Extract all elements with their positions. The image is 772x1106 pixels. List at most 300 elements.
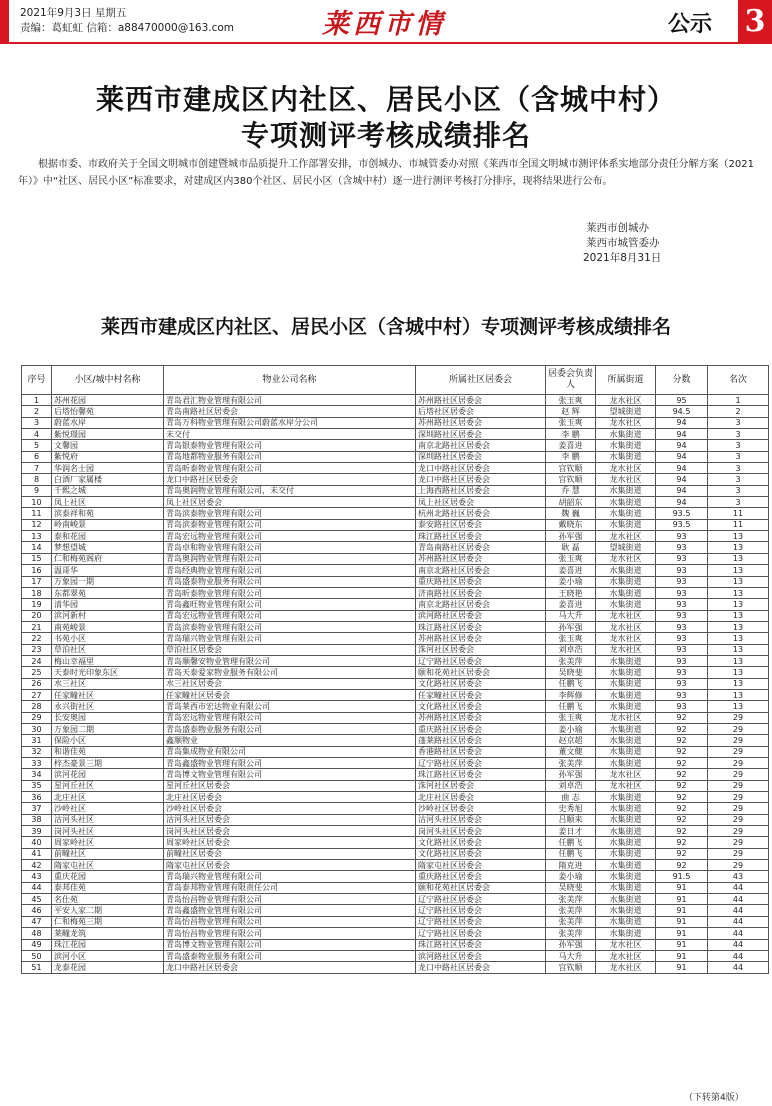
cell-rank: 3 [708,451,769,462]
table-title: 莱西市建成区内社区、居民小区（含城中村）专项测评考核成绩排名 [100,316,671,338]
cell-score: 92 [656,814,708,825]
table-row [22,769,769,780]
cell-name: 珠江花园 [52,939,164,950]
cell-committee: 香港路社区居委会 [416,746,546,757]
cell-company: 青岛万科物业管理有限公司蔚蓝水岸分公司 [164,417,416,428]
cell-score: 91 [656,894,708,905]
cell-company: 青岛宏远物业管理有限公司 [164,531,416,542]
cell-company: 青岛顺馨安物业管理有限公司 [164,655,416,666]
cell-committee: 文化路社区居委会 [416,837,546,848]
table-row [22,916,769,927]
cell-company: 青岛君汇物业管理有限公司 [164,395,416,406]
cell-street: 水集街道 [596,599,656,610]
cell-street: 水集街道 [596,689,656,700]
cell-committee: 辽宁路社区居委会 [416,916,546,927]
col-header-score: 分数 [656,366,708,395]
cell-company: 青岛盛泰物业服务有限公司 [164,576,416,587]
cell-score: 95 [656,395,708,406]
table-row [22,667,769,678]
cell-score: 92 [656,848,708,859]
table-row [22,905,769,916]
cell-no: 26 [22,678,52,689]
cell-no: 10 [22,497,52,508]
cell-score: 93.5 [656,508,708,519]
cell-score: 93 [656,553,708,564]
cell-leader: 孙军强 [546,769,596,780]
cell-score: 93 [656,610,708,621]
cell-score: 92 [656,735,708,746]
cell-score: 91 [656,939,708,950]
table-row [22,553,769,564]
cell-rank: 29 [708,769,769,780]
col-header-rank: 名次 [708,366,769,395]
cell-no: 47 [22,916,52,927]
table-row [22,474,769,485]
cell-rank: 29 [708,814,769,825]
cell-committee: 珠江路社区居委会 [416,769,546,780]
cell-no: 28 [22,701,52,712]
cell-score: 93 [656,655,708,666]
cell-name: 南苑峻景 [52,621,164,632]
cell-rank: 13 [708,587,769,598]
table-row [22,406,769,417]
cell-name: 任家疃社区 [52,689,164,700]
cell-score: 91.5 [656,871,708,882]
cell-leader: 姜小瑜 [546,576,596,587]
cell-committee: 辽宁路社区居委会 [416,655,546,666]
cell-committee: 深圳路社区居委会 [416,451,546,462]
cell-score: 93 [656,599,708,610]
table-row [22,678,769,689]
cell-rank: 44 [708,905,769,916]
cell-leader: 姜喜进 [546,440,596,451]
table-row [22,735,769,746]
cell-leader: 王晓艳 [546,587,596,598]
cell-score: 94 [656,497,708,508]
cell-street: 水集街道 [596,803,656,814]
cell-name: 重庆花园 [52,871,164,882]
cell-street: 水集街道 [596,440,656,451]
cell-committee: 洙河社区居委会 [416,780,546,791]
cell-company: 草泊社区居委会 [164,644,416,655]
cell-street: 水集街道 [596,587,656,598]
cell-score: 93 [656,542,708,553]
cell-score: 94 [656,474,708,485]
table-row [22,950,769,961]
cell-company: 青岛盛泰物业服务有限公司 [164,723,416,734]
cell-score: 92 [656,837,708,848]
cell-rank: 29 [708,723,769,734]
cell-company: 青岛莱西市宏达物业有限公司 [164,701,416,712]
table-row [22,576,769,587]
cell-no: 37 [22,803,52,814]
table-row [22,723,769,734]
issue-date: 2021年9月3日 星期五 [20,7,127,19]
cell-committee: 龙口中路社区居委会 [416,962,546,973]
cell-committee: 深圳路社区居委会 [416,429,546,440]
cell-no: 14 [22,542,52,553]
cell-committee: 辽宁路社区居委会 [416,928,546,939]
cell-rank: 13 [708,576,769,587]
cell-rank: 3 [708,440,769,451]
cell-name: 隋家屯社区 [52,860,164,871]
table-row [22,792,769,803]
cell-rank: 13 [708,667,769,678]
cell-no: 42 [22,860,52,871]
cell-no: 33 [22,758,52,769]
cell-street: 水集街道 [596,497,656,508]
table-row [22,542,769,553]
cell-street: 水集街道 [596,792,656,803]
cell-no: 3 [22,417,52,428]
cell-rank: 29 [708,792,769,803]
cell-leader: 姜日才 [546,826,596,837]
cell-rank: 29 [708,758,769,769]
table-row [22,655,769,666]
cell-committee: 龙口中路社区居委会 [416,474,546,485]
headline-line-2: 专项测评考核成绩排名 [240,119,531,152]
cell-leader: 吴晓斐 [546,882,596,893]
cell-score: 92 [656,723,708,734]
cell-score: 93 [656,633,708,644]
cell-street: 水集街道 [596,894,656,905]
cell-committee: 南京北路社区居委会 [416,565,546,576]
cell-street: 龙水社区 [596,962,656,973]
cell-committee: 文化路社区居委会 [416,848,546,859]
cell-name: 千熙之城 [52,485,164,496]
cell-name: 龙泰花园 [52,962,164,973]
cell-street: 龙水社区 [596,939,656,950]
table-row [22,928,769,939]
cell-leader: 胡韶东 [546,497,596,508]
cell-no: 13 [22,531,52,542]
cell-company: 沽河头社区居委会 [164,814,416,825]
cell-committee: 珠江路社区居委会 [416,939,546,950]
cell-company: 水三社区居委会 [164,678,416,689]
cell-rank: 13 [708,621,769,632]
table-row [22,519,769,530]
cell-leader: 姜喜进 [546,565,596,576]
cell-score: 93 [656,576,708,587]
cell-street: 龙水社区 [596,417,656,428]
cell-no: 44 [22,882,52,893]
cell-name: 温哥华 [52,565,164,576]
cell-leader: 宫钦顺 [546,962,596,973]
table-row [22,689,769,700]
cell-no: 19 [22,599,52,610]
cell-company: 青岛银泰物业管理有限公司 [164,440,416,451]
cell-name: 紫悦府 [52,451,164,462]
cell-no: 48 [22,928,52,939]
cell-name: 万象园一期 [52,576,164,587]
cell-committee: 杭州北路社区居委会 [416,508,546,519]
cell-score: 91 [656,916,708,927]
col-header-leader: 居委会负责人 [546,366,596,395]
cell-no: 11 [22,508,52,519]
col-header-committee: 所属社区居委会 [416,366,546,395]
cell-name: 苏州花园 [52,395,164,406]
cell-score: 94 [656,429,708,440]
cell-leader: 任鹏飞 [546,678,596,689]
cell-no: 27 [22,689,52,700]
cell-rank: 13 [708,678,769,689]
cell-no: 36 [22,792,52,803]
cell-leader: 戴晓东 [546,519,596,530]
cell-rank: 44 [708,928,769,939]
cell-committee: 后塔社区居委会 [416,406,546,417]
cell-company: 青岛盛泰物业服务有限公司 [164,950,416,961]
cell-score: 92 [656,712,708,723]
cell-no: 23 [22,644,52,655]
cell-name: 文馨园 [52,440,164,451]
cell-no: 15 [22,553,52,564]
cell-committee: 沙岭社区居委会 [416,803,546,814]
continue-note: （下转第4版） [684,1093,744,1103]
cell-name: 白酒厂家属楼 [52,474,164,485]
cell-leader: 张玉爽 [546,633,596,644]
cell-leader: 吴晓斐 [546,667,596,678]
cell-leader: 董文健 [546,746,596,757]
cell-committee: 辽宁路社区居委会 [416,905,546,916]
cell-rank: 29 [708,735,769,746]
cell-street: 水集街道 [596,905,656,916]
ranking-table [21,365,769,974]
cell-company: 鑫顺物业 [164,735,416,746]
cell-name: 东都翠苑 [52,587,164,598]
cell-no: 7 [22,463,52,474]
cell-name: 沽河头社区 [52,814,164,825]
cell-rank: 3 [708,429,769,440]
cell-committee: 颐和花苑社区居委会 [416,882,546,893]
cell-street: 水集街道 [596,826,656,837]
cell-rank: 29 [708,803,769,814]
cell-score: 92 [656,746,708,757]
cell-company: 未交付 [164,429,416,440]
cell-leader: 任鹏飞 [546,837,596,848]
signature-org-2: 莱西市城管委办 [586,237,660,249]
cell-company: 青岛瑞兴物业管理有限公司 [164,633,416,644]
cell-committee: 滨河路社区居委会 [416,610,546,621]
col-header-no: 序号 [22,366,52,395]
cell-company: 青岛滨泰物业管理有限公司 [164,508,416,519]
cell-leader: 张美萍 [546,655,596,666]
cell-rank: 29 [708,780,769,791]
cell-company: 青岛博文物业管理有限公司 [164,939,416,950]
cell-committee: 龙口中路社区居委会 [416,463,546,474]
cell-no: 5 [22,440,52,451]
cell-no: 50 [22,950,52,961]
cell-name: 岭南峻景 [52,519,164,530]
cell-score: 93 [656,621,708,632]
cell-street: 龙水社区 [596,463,656,474]
cell-street: 龙水社区 [596,780,656,791]
cell-name: 后塔怡馨苑 [52,406,164,417]
cell-name: 凤上社区 [52,497,164,508]
cell-no: 32 [22,746,52,757]
cell-leader: 耿 磊 [546,542,596,553]
cell-name: 前疃社区 [52,848,164,859]
cell-name: 万象园二期 [52,723,164,734]
cell-leader: 姜喜进 [546,599,596,610]
table-row [22,531,769,542]
cell-rank: 44 [708,894,769,905]
cell-name: 滨河新村 [52,610,164,621]
cell-committee: 重庆路社区居委会 [416,871,546,882]
table-body [22,395,769,974]
table-row [22,440,769,451]
table-row [22,860,769,871]
cell-committee: 颐和花苑社区居委会 [416,667,546,678]
cell-street: 龙水社区 [596,395,656,406]
cell-leader: 张玉爽 [546,417,596,428]
table-row [22,882,769,893]
cell-street: 龙水社区 [596,531,656,542]
cell-name: 滨河花园 [52,769,164,780]
cell-leader: 马大升 [546,950,596,961]
cell-name: 和谐佳苑 [52,746,164,757]
cell-company: 青岛泰邦物业管理有限责任公司 [164,882,416,893]
cell-street: 龙水社区 [596,633,656,644]
cell-rank: 44 [708,962,769,973]
table-row [22,701,769,712]
cell-company: 青岛怡昌物业管理有限公司 [164,928,416,939]
table-row [22,644,769,655]
cell-score: 92 [656,826,708,837]
cell-company: 沙岭社区居委会 [164,803,416,814]
cell-name: 泰和花园 [52,531,164,542]
table-row [22,803,769,814]
cell-rank: 13 [708,633,769,644]
cell-company: 青岛博文物业管理有限公司 [164,769,416,780]
cell-leader: 任鹏飞 [546,701,596,712]
header-rule [9,42,738,44]
table-row [22,814,769,825]
cell-committee: 苏州路社区居委会 [416,553,546,564]
cell-committee: 南京北路社区居委会 [416,599,546,610]
cell-street: 水集街道 [596,814,656,825]
cell-company: 凤上社区居委会 [164,497,416,508]
col-header-name: 小区/城中村名称 [52,366,164,395]
cell-company: 青岛经典物业管理有限公司 [164,565,416,576]
table-row [22,746,769,757]
cell-leader: 李 鹏 [546,451,596,462]
cell-company: 星河丘社区居委会 [164,780,416,791]
cell-leader: 李辉修 [546,689,596,700]
cell-street: 水集街道 [596,429,656,440]
cell-street: 龙水社区 [596,621,656,632]
cell-name: 泰邦佳苑 [52,882,164,893]
cell-rank: 3 [708,497,769,508]
cell-score: 94 [656,485,708,496]
cell-no: 51 [22,962,52,973]
cell-street: 水集街道 [596,837,656,848]
cell-name: 长安奥园 [52,712,164,723]
cell-score: 92 [656,803,708,814]
cell-no: 43 [22,871,52,882]
header-info [20,6,234,36]
cell-leader: 曲 志 [546,792,596,803]
cell-committee: 文化路社区居委会 [416,701,546,712]
cell-no: 1 [22,395,52,406]
table-row [22,463,769,474]
cell-committee: 济南路社区居委会 [416,587,546,598]
cell-leader: 张玉爽 [546,395,596,406]
cell-name: 周家岭社区 [52,837,164,848]
cell-company: 青岛南路社区居委会 [164,406,416,417]
cell-no: 8 [22,474,52,485]
table-row [22,848,769,859]
cell-rank: 2 [708,406,769,417]
cell-rank: 13 [708,644,769,655]
cell-name: 水三社区 [52,678,164,689]
cell-leader: 张玉爽 [546,712,596,723]
cell-no: 49 [22,939,52,950]
cell-score: 93 [656,565,708,576]
cell-leader: 魏 巍 [546,508,596,519]
cell-street: 水集街道 [596,928,656,939]
cell-company: 青岛天泰爱家物业服务有限公司 [164,667,416,678]
cell-score: 93 [656,667,708,678]
cell-score: 91 [656,905,708,916]
cell-name: 梓杰豪景三期 [52,758,164,769]
cell-committee: 珠江路社区居委会 [416,531,546,542]
cell-leader: 史秀旭 [546,803,596,814]
cell-rank: 11 [708,508,769,519]
cell-no: 24 [22,655,52,666]
cell-no: 21 [22,621,52,632]
cell-committee: 重庆路社区居委会 [416,576,546,587]
cell-street: 水集街道 [596,746,656,757]
cell-leader: 姜小瑜 [546,871,596,882]
cell-rank: 13 [708,610,769,621]
cell-rank: 29 [708,826,769,837]
cell-company: 青岛滨泰物业管理有限公司 [164,621,416,632]
cell-score: 94 [656,440,708,451]
cell-company: 任家疃社区居委会 [164,689,416,700]
cell-leader: 刘卓浩 [546,780,596,791]
cell-company: 隋家屯社区居委会 [164,860,416,871]
cell-company: 青岛宏远物业管理有限公司 [164,610,416,621]
cell-committee: 上海西路社区居委会 [416,485,546,496]
cell-no: 18 [22,587,52,598]
cell-company: 青岛集成物业有限公司 [164,746,416,757]
cell-name: 蔚蓝水岸 [52,417,164,428]
cell-street: 水集街道 [596,576,656,587]
cell-score: 94.5 [656,406,708,417]
cell-leader: 孙军强 [546,531,596,542]
cell-no: 4 [22,429,52,440]
cell-no: 16 [22,565,52,576]
cell-rank: 29 [708,746,769,757]
cell-no: 41 [22,848,52,859]
table-row [22,508,769,519]
cell-street: 龙水社区 [596,553,656,564]
cell-leader: 姜小瑜 [546,723,596,734]
cell-leader: 张美萍 [546,894,596,905]
cell-rank: 13 [708,565,769,576]
cell-committee: 隋家屯社区居委会 [416,860,546,871]
cell-leader: 张美萍 [546,928,596,939]
cell-name: 梅山幸福里 [52,655,164,666]
cell-street: 水集街道 [596,667,656,678]
cell-street: 龙水社区 [596,474,656,485]
cell-name: 仁和梅苑三期 [52,916,164,927]
cell-score: 93 [656,678,708,689]
cell-name: 滨河小区 [52,950,164,961]
headline-line-1: 莱西市建成区内社区、居民小区（含城中村） [95,83,676,116]
cell-rank: 44 [708,916,769,927]
cell-name: 书苑小区 [52,633,164,644]
